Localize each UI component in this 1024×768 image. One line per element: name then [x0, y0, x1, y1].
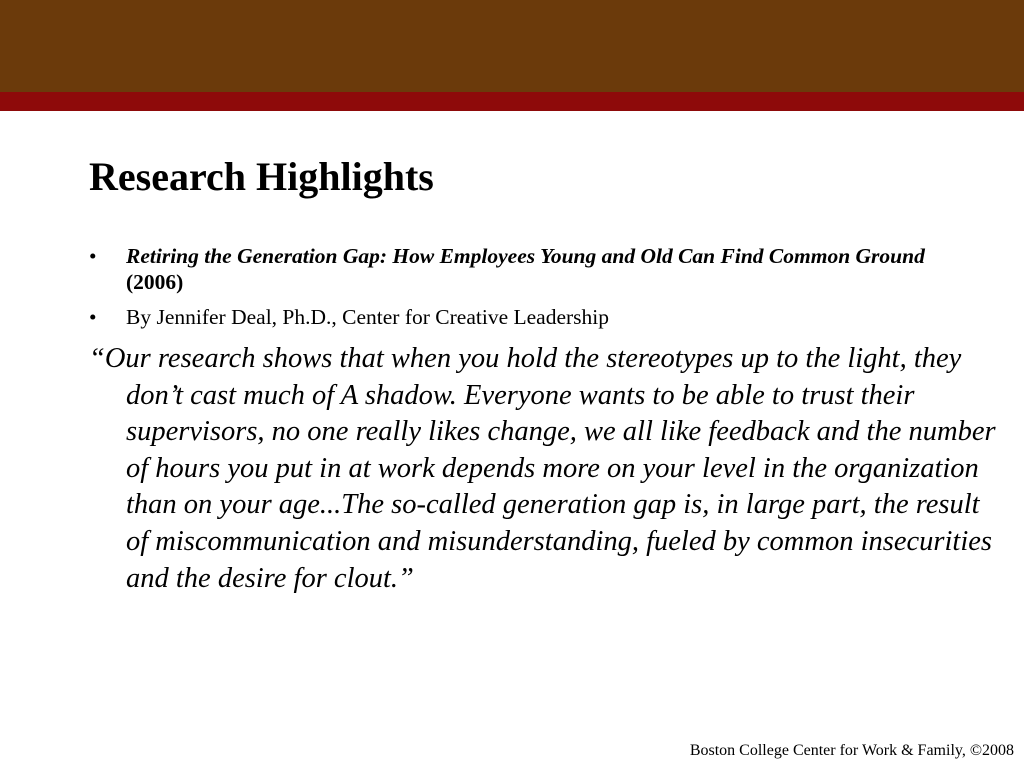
bullet-book-reference — [89, 243, 969, 295]
bullet-author — [89, 304, 969, 330]
accent-stripe — [0, 92, 1024, 111]
header-band — [0, 0, 1024, 92]
slide-title: Research Highlights — [89, 154, 434, 199]
footer-copyright: Boston College Center for Work & Family, ©2008 — [689, 742, 1014, 759]
bullet-marker: • — [89, 244, 97, 268]
research-quote: “Our research shows that when you hold the stereotypes up to the light, they don’t cast much of A shadow. Everyone wants to be able to trust their supervisors, no one really likes change, we all like feedback and the number of hours you put in at work depends more on your level in the organization than on your age...The so-called generation gap is, in large part, the result of miscommunication and misunderstanding, fueled by common insecurities and the desire for clout.” — [89, 343, 996, 594]
bullet-marker: • — [89, 305, 97, 329]
author-text: By Jennifer Deal, Ph.D., Center for Creative Leadership — [126, 305, 609, 329]
book-title: Retiring the Generation Gap: How Employees Young and Old Can Find Common Ground — [126, 244, 925, 268]
book-year: (2006) — [126, 270, 184, 294]
bullet-list — [89, 243, 969, 330]
